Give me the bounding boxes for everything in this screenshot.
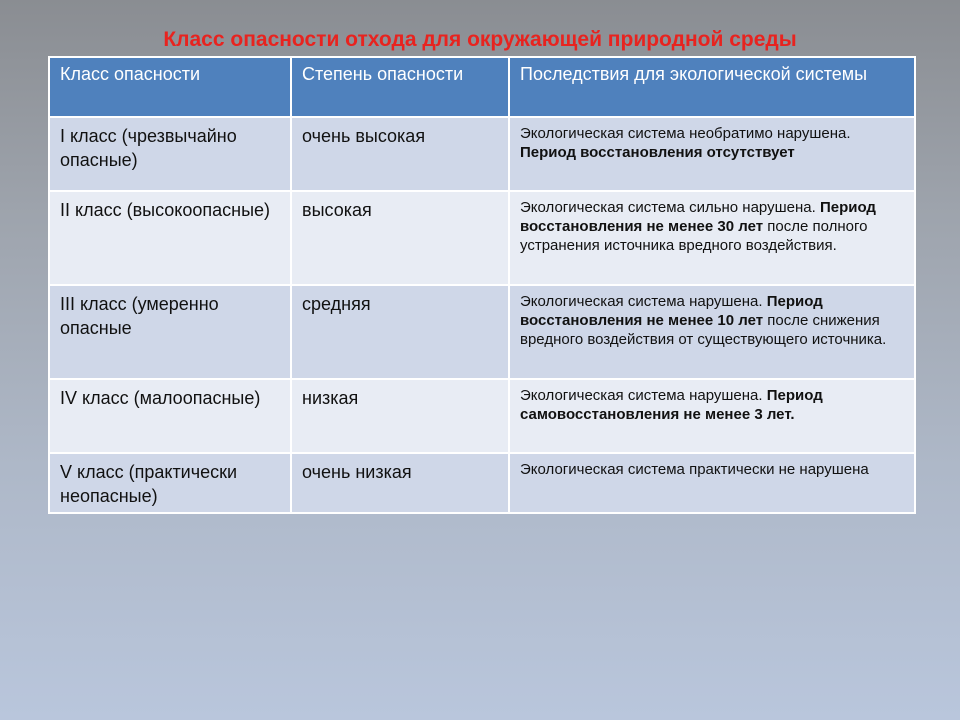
hazard-degree-cell: очень высокая <box>291 117 509 191</box>
consequences-cell <box>509 191 915 285</box>
slide-title: Класс опасности отхода для окружающей природной среды <box>163 28 797 51</box>
hazard-class-table <box>48 56 916 514</box>
hazard-class-cell: V класс (практически неопасные) <box>49 453 291 513</box>
consequences-text: Экологическая система нарушена. <box>520 293 763 310</box>
hazard-degree-cell: высокая <box>291 191 509 285</box>
recovery-period-text: Период самовосстановления не менее 3 лет <box>520 387 823 423</box>
consequences-cell <box>509 117 915 191</box>
header-hazard-class: Класс опасности <box>49 57 291 117</box>
consequences-tail: после снижения вредного воздействия от существующего источника. <box>520 312 887 348</box>
hazard-class-cell: IV класс (малоопасные) <box>49 379 291 453</box>
header-consequences: Последствия для экологической системы <box>509 57 915 117</box>
header-hazard-degree: Степень опасности <box>291 57 509 117</box>
recovery-period-text: Период восстановления отсутствует <box>520 144 795 161</box>
hazard-degree-cell: очень низкая <box>291 453 509 513</box>
hazard-class-cell: II класс (высокоопасные) <box>49 191 291 285</box>
consequences-cell <box>509 379 915 453</box>
consequences-text: Экологическая система практически не нарушена <box>520 461 869 478</box>
recovery-period-text: Период восстановления не менее 10 лет <box>520 293 823 329</box>
consequences-cell <box>509 285 915 379</box>
consequences-text: Экологическая система сильно нарушена. <box>520 199 816 216</box>
consequences-text: Экологическая система необратимо нарушена. <box>520 125 851 142</box>
table-row <box>49 285 915 379</box>
hazard-class-cell: III класс (умеренно опасные <box>49 285 291 379</box>
consequences-tail: . <box>790 406 795 423</box>
hazard-degree-cell: низкая <box>291 379 509 453</box>
table-row <box>49 379 915 453</box>
hazard-class-cell: I класс (чрезвычайно опасные) <box>49 117 291 191</box>
table-row <box>49 191 915 285</box>
table-row <box>49 117 915 191</box>
consequences-text: Экологическая система нарушена. <box>520 387 763 404</box>
table-row <box>49 453 915 513</box>
table-header-row <box>49 57 915 117</box>
consequences-tail: после полного устранения источника вредного воздействия. <box>520 218 868 254</box>
recovery-period-text: Период восстановления не менее 30 лет <box>520 199 876 235</box>
consequences-cell <box>509 453 915 513</box>
hazard-degree-cell: средняя <box>291 285 509 379</box>
